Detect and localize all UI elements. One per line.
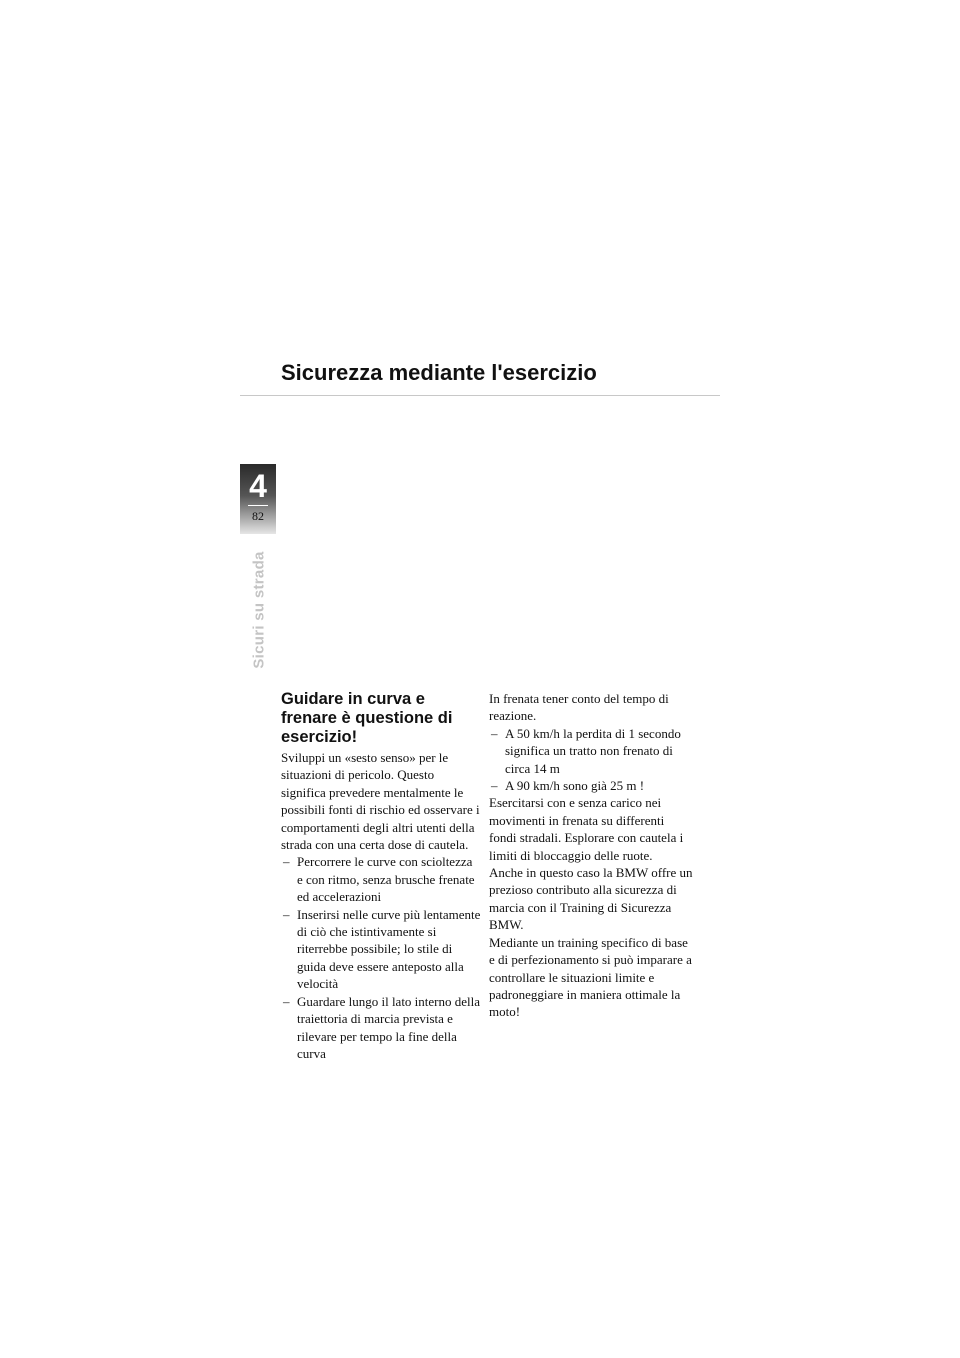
page-title: Sicurezza mediante l'esercizio — [281, 360, 597, 385]
list-item — [489, 777, 694, 794]
list-item-text: A 50 km/h la perdita di 1 secondo significa un tratto non frenato di circa 14 m — [505, 725, 681, 776]
dash-marker: – — [283, 906, 290, 922]
section-heading: Guidare in curva e frenare è questione di esercizio! — [281, 690, 453, 746]
list-item — [281, 853, 481, 905]
list-item-text: A 90 km/h sono già 25 m ! — [505, 778, 645, 794]
chapter-number: 4 — [249, 468, 267, 504]
dash-marker: – — [283, 993, 290, 1009]
chapter-side-label: Sicuri su strada — [250, 551, 268, 669]
list-item-text: Inserirsi nelle curve più lentamente di ciò che istintivamente si riterrebbe possibile; lo stile di guida deve essere anteposto alla velocità — [297, 906, 481, 992]
dash-marker: – — [491, 725, 498, 741]
training-benefit-paragraph: Mediante un training specifico di base e di perfezionamento si può imparare a controllare le situazioni limite e padroneggiare in maniera ottimale la moto! — [489, 934, 692, 1020]
list-item-text: Guardare lungo il lato interno della traiettoria di marcia prevista e rilevare per tempo la fine della curva — [297, 993, 481, 1061]
braking-distance-list — [489, 725, 694, 795]
page-number: 82 — [252, 509, 264, 523]
bmw-training-paragraph: Anche in questo caso la BMW offre un prezioso contributo alla sicurezza di marcia con il Training di Sicurezza BMW. — [489, 865, 693, 933]
list-item — [489, 725, 694, 777]
list-item-text: Percorrere le curve con scioltezza e con ritmo, senza brusche frenate ed accelerazioni — [297, 854, 475, 905]
dash-marker: – — [491, 778, 498, 794]
driving-tips-list — [281, 853, 481, 1062]
list-item — [281, 906, 481, 993]
list-item — [281, 993, 481, 1063]
chapter-tab — [240, 464, 276, 534]
intro-paragraph: Sviluppi un «sesto senso» per le situazioni di pericolo. Questo significa prevedere mentalmente le possibili fonti di rischio ed osservare i comportamenti degli altri utenti della strada con una certa dose di cautela. — [281, 750, 480, 853]
title-divider — [240, 395, 720, 396]
left-column — [281, 690, 481, 1062]
braking-practice-paragraph: Esercitarsi con e senza carico nei movimenti in frenata su differenti fondi stradali. Esplorare con cautela i limiti di bloccaggio delle ruote. — [489, 795, 684, 863]
dash-marker: – — [283, 854, 290, 870]
right-column — [489, 690, 694, 1021]
reaction-time-paragraph: In frenata tener conto del tempo di reazione. — [489, 691, 669, 724]
chapter-divider — [248, 505, 268, 506]
